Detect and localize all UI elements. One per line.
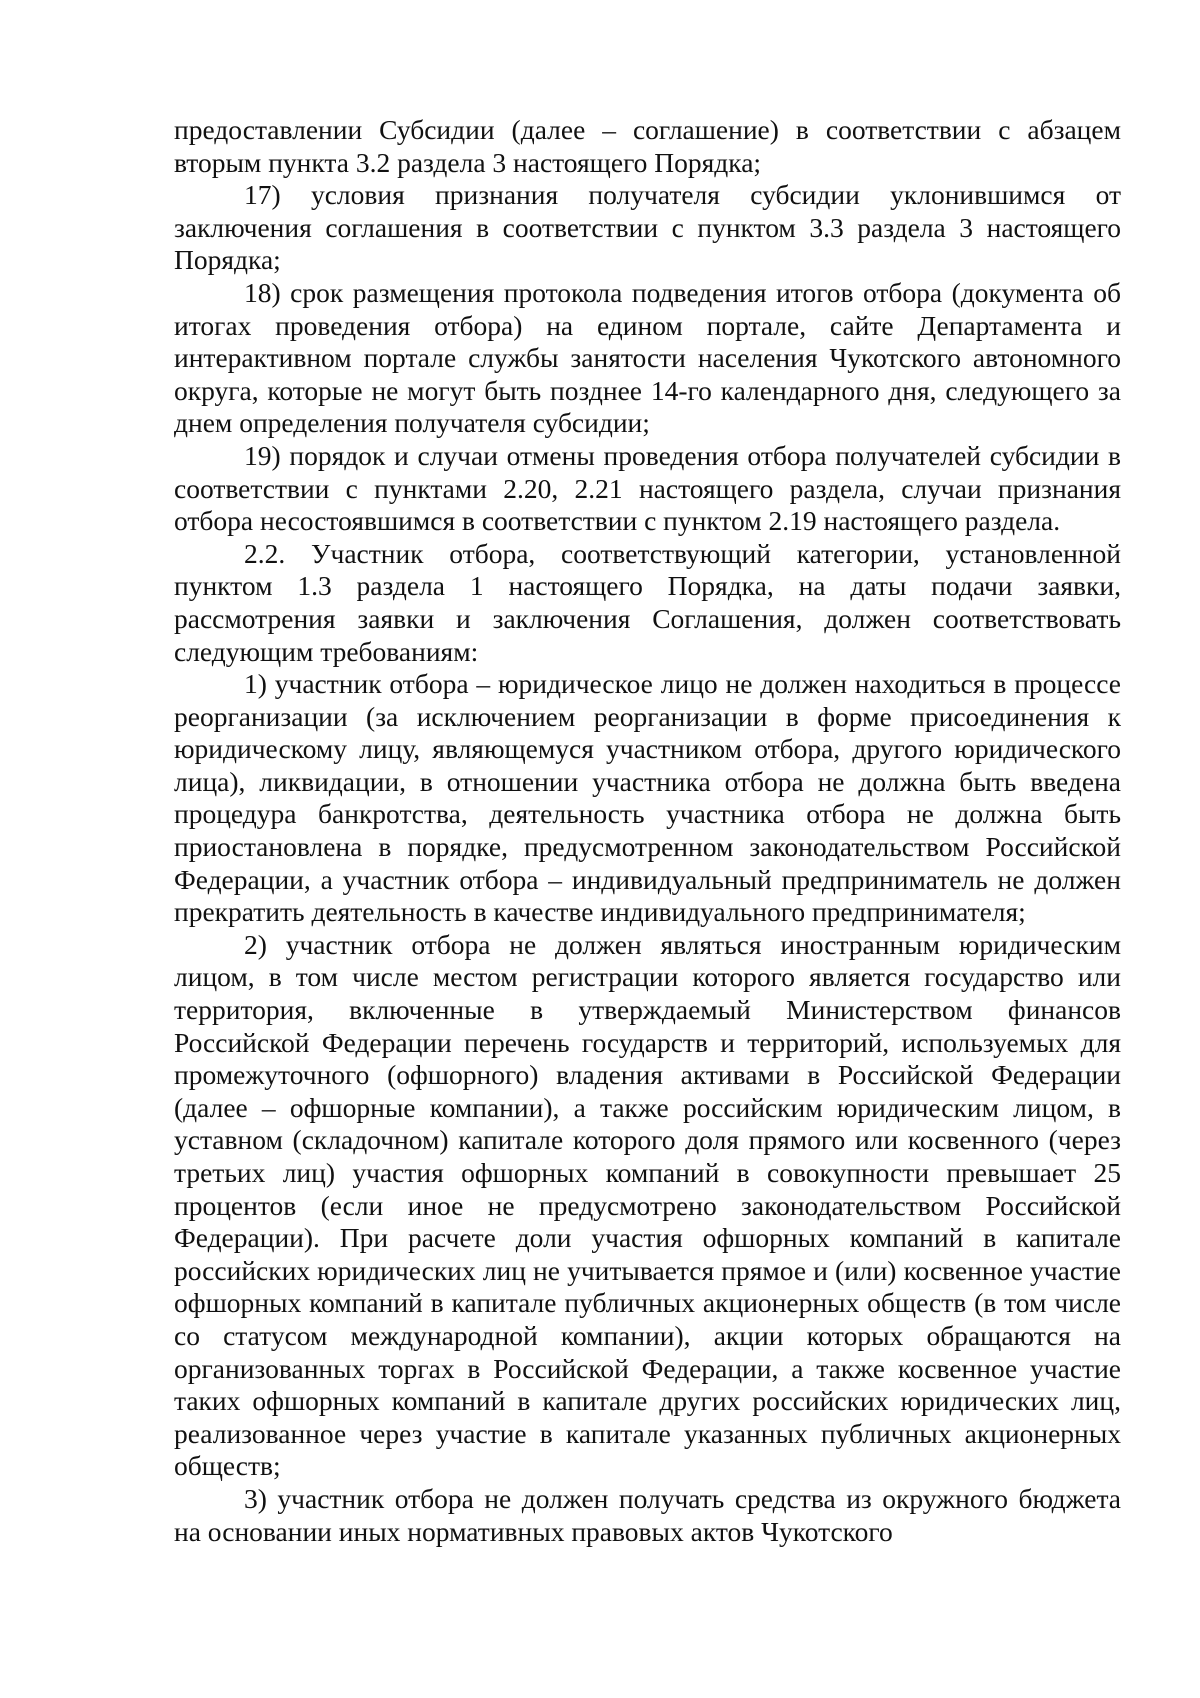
document-body <box>174 114 1121 1548</box>
paragraph-continuation: предоставлении Субсидии (далее – соглашение) в соответствии с абзацем вторым пункта 3.2 раздела 3 настоящего Порядка; <box>174 114 1121 178</box>
paragraph-requirement-3: 3) участник отбора не должен получать средства из окружного бюджета на основании иных нормативных правовых актов Чукотского <box>174 1482 1121 1547</box>
paragraph-item-17: 17) условия признания получателя субсидии уклонившимся от заключения соглашения в соответствии с пунктом 3.3 раздела 3 настоящего Порядка; <box>174 179 1121 276</box>
paragraph-section-2-2: 2.2. Участник отбора, соответствующий категории, установленной пунктом 1.3 раздела 1 настоящего Порядка, на даты подачи заявки, рассмотрения заявки и заключения Соглашения, должен соответствовать следующим требованиям: <box>174 537 1121 667</box>
paragraph-item-19: 19) порядок и случаи отмены проведения отбора получателей субсидии в соответствии с пунктами 2.20, 2.21 настоящего раздела, случаи признания отбора несостоявшимся в соответствии с пунктом 2.19 настоящего раздела. <box>174 439 1121 537</box>
paragraph-requirement-1: 1) участник отбора – юридическое лицо не должен находиться в процессе реорганизации (за исключением реорганизации в форме присоединения к юридическому лицу, являющемуся участником отбора, другого юридического лица), ликвидации, в отношении участника отбора не должна быть введена процедура банкротства, деятельность участника отбора не должна быть приостановлена в порядке, предусмотренном законодательством Российской Федерации, а участник отбора – индивидуальный предприниматель не должен прекратить деятельность в качестве индивидуального предпринимателя; <box>174 668 1121 928</box>
paragraph-requirement-2: 2) участник отбора не должен являться иностранным юридическим лицом, в том числе местом регистрации которого является государство или территория, включенные в утверждаемый Министерством финансов Российской Федерации перечень государств и территорий, используемых для промежуточного (офшорного) владения активами в Российской Федерации (далее – офшорные компании), а также российским юридическим лицом, в уставном (складочном) капитале которого доля прямого или косвенного (через третьих лиц) участия офшорных компаний в совокупности превышает 25 процентов (если иное не предусмотрено законодательством Российской Федерации). При расчете доли участия офшорных компаний в капитале российских юридических лиц не учитывается прямое и (или) косвенное участие офшорных компаний в капитале публичных акционерных обществ (в том числе со статусом международной компании), акции которых обращаются на организованных торгах в Российской Федерации, а также косвенное участие таких офшорных компаний в капитале других российских юридических лиц, реализованное через участие в капитале указанных публичных акционерных обществ; <box>174 928 1121 1482</box>
paragraph-item-18: 18) срок размещения протокола подведения итогов отбора (документа об итогах проведения отбора) на едином портале, сайте Департамента и интерактивном портале службы занятости населения Чукотского автономного округа, которые не могут быть позднее 14-го календарного дня, следующего за днем определения получателя субсидии; <box>174 276 1121 439</box>
